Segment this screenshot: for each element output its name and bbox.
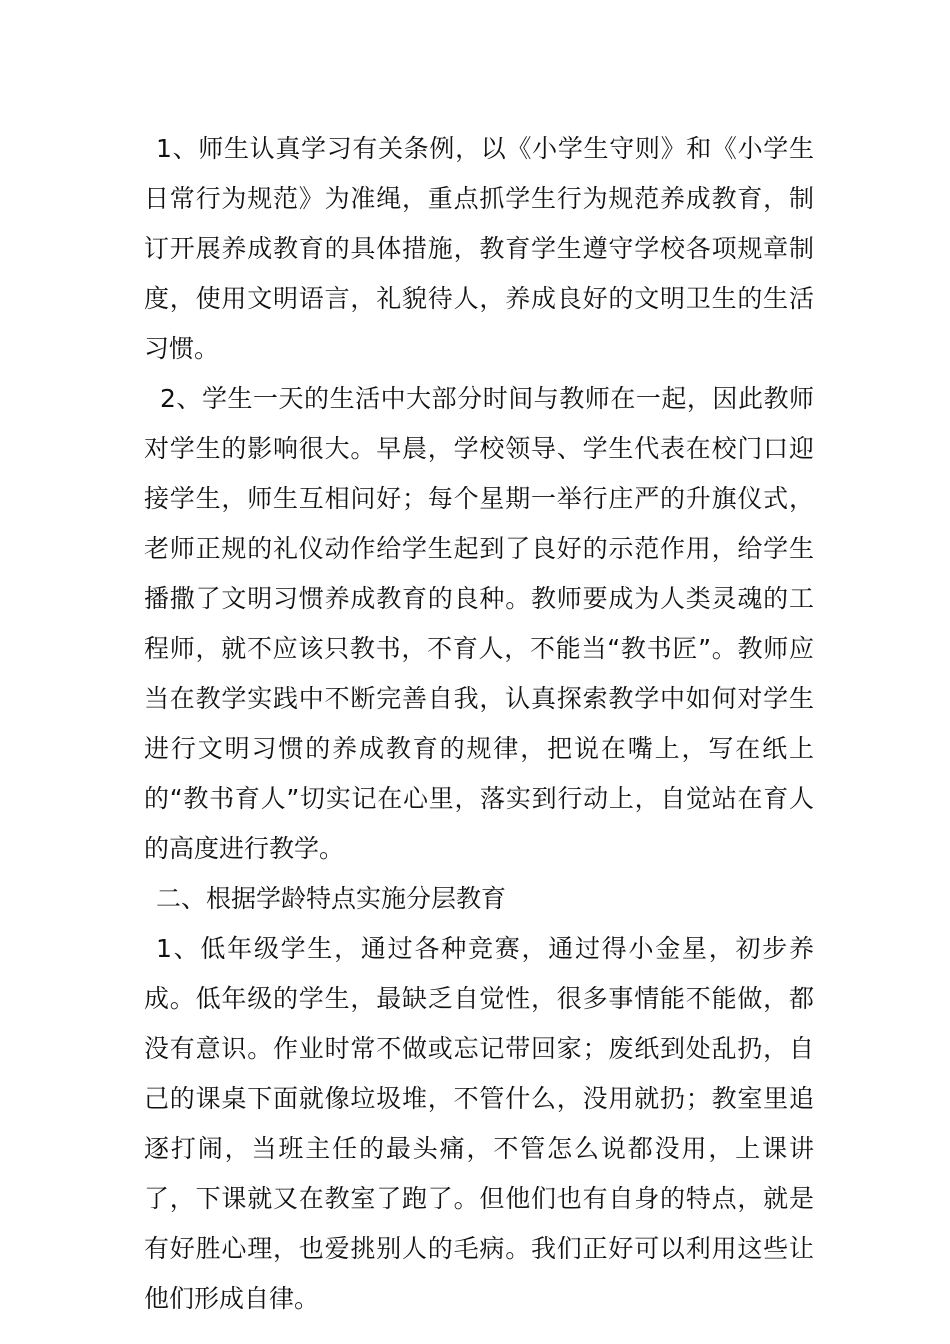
paragraph-3: 1、低年级学生，通过各种竞赛，通过得小金星，初步养成。低年级的学生，最缺乏自觉性，很多事情能不能做，都没有意识。作业时常不做或忘记带回家；废纸到处乱扔，自己的课桌下面就像垃圾堆，不管什么，没用就扔；教室里追逐打闹，当班主任的最头痛，不管怎么说都没用，上课讲了，下课就又在教室了跑了。但他们也有自身的特点，就是有好胜心理，也爱挑别人的毛病。我们正好可以利用这些让他们形成自律。 (144, 934, 814, 1313)
paragraph-2: 2、学生一天的生活中大部分时间与教师在一起，因此教师对学生的影响很大。早晨，学校领导、学生代表在校门口迎接学生，师生互相问好；每个星期一举行庄严的升旗仪式，老师正规的礼仪动作给学生起到了良好的示范作用，给学生播撒了文明习惯养成教育的良种。教师要成为人类灵魂的工程师，就不应该只教书，不育人，不能当“教书匠”。教师应当在教学实践中不断完善自我，认真探索教学中如何对学生进行文明习惯的养成教育的规律，把说在嘴上，写在纸上的“教书育人”切实记在心里，落实到行动上，自觉站在育人的高度进行教学。 (144, 384, 814, 863)
section-heading: 二、根据学龄特点实施分层教育 (156, 884, 507, 913)
paragraph-1: 1、师生认真学习有关条例，以《小学生守则》和《小学生日常行为规范》为准绳，重点抓学生行为规范养成教育，制订开展养成教育的具体措施，教育学生遵守学校各项规章制度，使用文明语言，礼貌待人，养成良好的文明卫生的生活习惯。 (144, 134, 814, 363)
document-body (144, 124, 814, 1324)
